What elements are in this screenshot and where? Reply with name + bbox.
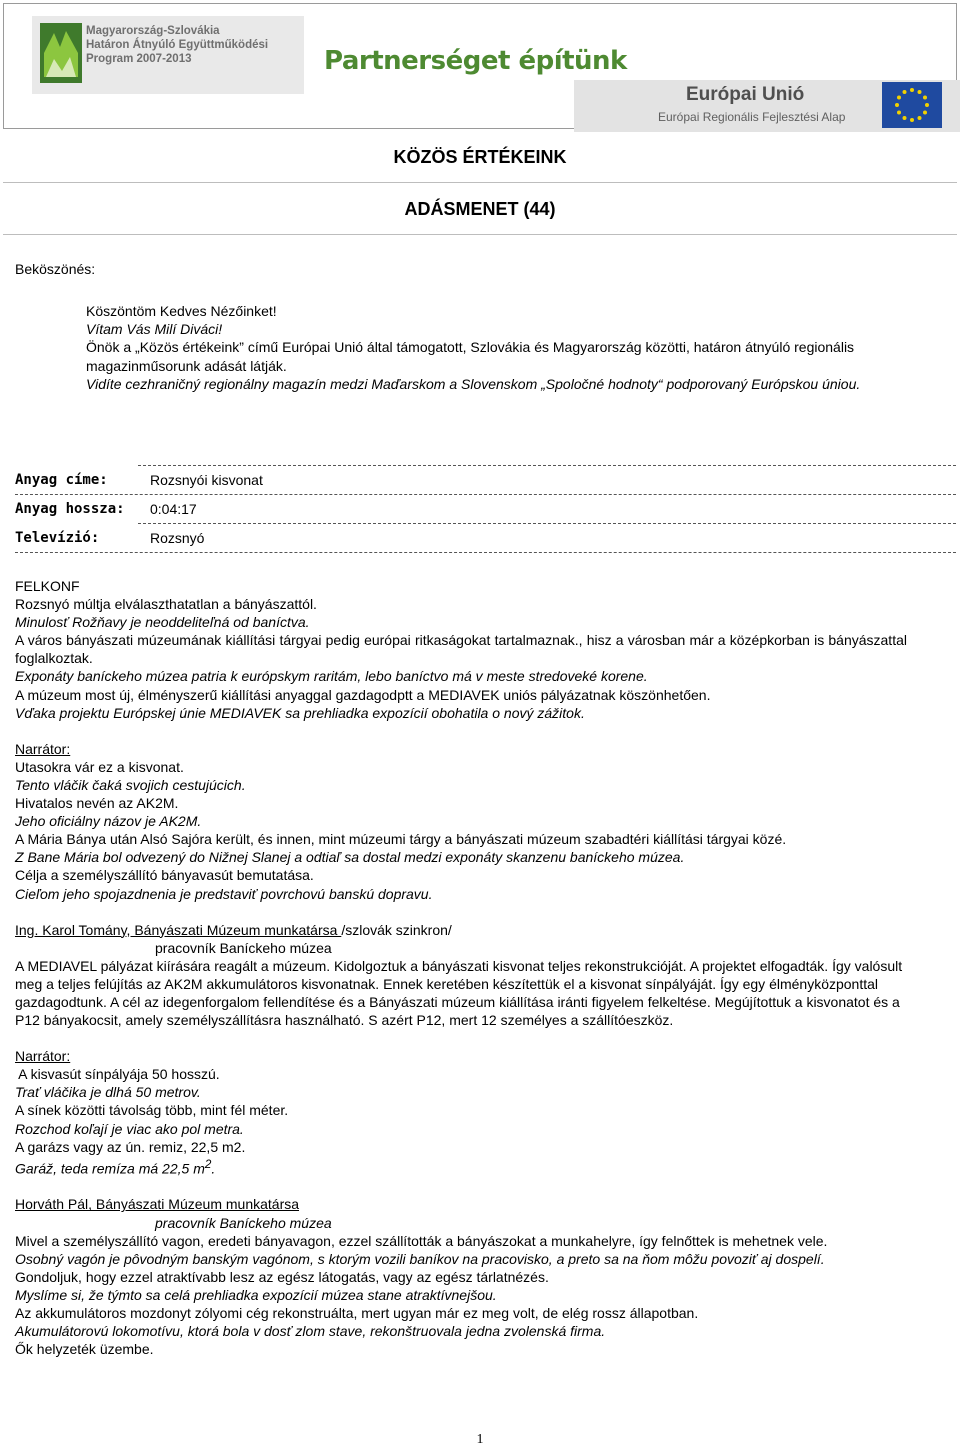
slogan: Partnerséget építünk	[324, 46, 627, 76]
speaker-2-role: pracovník Baníckeho múzea	[155, 1214, 332, 1231]
meta-tv-value: Rozsnyó	[150, 530, 205, 546]
meta-title-row	[15, 466, 956, 495]
meta-tv-row	[15, 524, 956, 553]
meta-title-value: Rozsnyói kisvonat	[150, 472, 263, 488]
dashed-rule	[15, 552, 956, 553]
speaker-1: Ing. Karol Tomány, Bányászati Múzeum munkatársa /szlovák szinkron/	[15, 921, 452, 938]
meta-tv-label: Televízió:	[15, 530, 100, 546]
narrator-label: Narrátor:	[15, 740, 71, 757]
page-number: 1	[476, 1432, 484, 1447]
program-logo	[32, 16, 304, 94]
meta-title-label: Anyag címe:	[15, 472, 108, 488]
speaker-1-role: pracovník Baníckeho múzea	[155, 939, 332, 956]
eu-subtitle: Európai Regionális Fejlesztési Alap	[658, 110, 846, 124]
greeting-block: Köszöntöm Kedves Nézőinket! Vítam Vás Milí Diváci! Önök a „Közös értékeink” című Európai Unió által támogatott, Szlovákia és Magyarország közötti, határon átnyúló regionális magazinműsorunk adását látják. Vidíte cezhraničný regionálny magazín medzi Maďarskom a Slovenskom „Spoločné hodnoty“ podporovaný Európskou úniou.	[86, 303, 861, 392]
document-title: KÖZÖS ÉRTÉKEINK	[393, 147, 567, 167]
program-name: Magyarország-Szlovákia Határon Átnyúló Együttműködési Program 2007-2013	[86, 25, 269, 65]
meta-length-label: Anyag hossza:	[15, 501, 125, 517]
document-subtitle: ADÁSMENET (44)	[404, 199, 556, 219]
script-body: FELKONF Rozsnyó múltja elválaszthatatlan a bányászattól. Minulosť Rožňavy je neoddeliteľná od baníctva. A város bányászati múzeumának kiállítási tárgyai pedig európai ritkaságokat tartalmaznak., hisz a városban már a középkorban is bányászattal foglalkoztak. Exponáty baníckeho múzea patria k európskym raritám, lebo baníctvo má v meste stredoveké korene. A múzeum most új, élményszerű kiállítási anyaggal gazdagodptt a MEDIAVEK uniós pályázatnak köszönhetően. Vďaka projektu Európskej únie MEDIAVEK sa prehliadka expozícií obohatila o nový zážitok. Narrátor: Utasokra vár ez a kisvonat. Tento vláčik čaká svojich cestujúcich. Hivatalos nevén az AK2M. Jeho oficiálny názov je AK2M. A Mária Bánya után Alsó Sajóra került, és innen, mint múzeumi tárgy a bányászati múzeum szabadtéri kiállítási tárgyai közé. Z Bane Mária bol odvezený do Nižnej Slanej a odtiaľ sa dostal medzi exponáty skanzenu baníckeho múzea. Célja a személyszállító bányavasút bemutatása. Cieľom jeho spojazdnenia je predstaviť povrchovú banskú dopravu. Ing. Karol Tomány, Bányászati Múzeum munkatársa /szlovák szinkron/ pracovník Baníckeho múzea A MEDIAVEL pályázat kiírására reagált a múzeum. Kidolgoztuk a bányászati kisvonat teljes rekonstrukcióját. A projektet elfogadták. Így valósult meg a teljes felújítás az AK2M akkumulátoros kisvonatnak. Ennek keretében készítettük el a kisvonat sínpályáját. Így egy élményközponttal gazdagodtunk. A cél az idegenforgalom fellendítése és a Bányászati múzeum kiállítása iránti figyelem felkeltése. Megújítottuk a kisvonatot és a P12 bányakocsit, amely személyszállításra használható. S azért P12, mert 12 személyes a szállítóeszköz. Narrátor: A kisvasút sínpályája 50 hosszú. Trať vláčika je dlhá 50 metrov. A sínek közötti távolság több, mint fél méter. Rozchod koľají je viac ako pol metra. A garázs vagy az ún. remiz, 22,5 m2. Garáž, teda remíza má 22,5 $m^2$. Horváth Pál, Bányászati Múzeum munkatársa pracovník Baníckeho múzea Mivel a személyszállító vagon, eredeti bányavagon, ezzel szállították a bányászokat a munkahelyre, így felnőttek is mehetnek vele. Osobný vagón je pôvodným banským vagónom, s ktorým vozili baníkov na pracovisko, a preto sa na ňom môžu povoziť aj dospelí. Gondoljuk, hogy ezzel atraktívabb lesz az egész látogatás, vagy az egész tárlatnézés. Myslíme si, že týmto sa celá prehliadka expozícií múzea stane atraktívnejšou. Az akkumulátoros mozdonyt zólyomi cég rekonstruálta, mert ugyan már ez meg volt, de elég rossz állapotban. Akumulátorovú lokomotívu, ktorá bola v dosť zlom stave, rekonštruovala jedna zvolenská firma. Ők helyzeték üzembe.	[15, 578, 907, 1358]
eu-flag-icon	[882, 82, 942, 128]
header-banner	[3, 3, 957, 129]
narrator-label: Narrátor:	[15, 1048, 71, 1065]
meta-length-row	[15, 495, 956, 524]
greeting-label: Beköszönés:	[15, 261, 96, 277]
meta-length-value: 0:04:17	[150, 501, 197, 517]
felkonf-label: FELKONF	[15, 578, 80, 594]
program-logo-icon	[40, 23, 82, 83]
eu-title: Európai Unió	[686, 84, 805, 105]
speaker-1-text: A MEDIAVEL pályázat kiírására reagált a múzeum. Kidolgoztuk a bányászati kisvonat teljes rekonstrukcióját. A projektet elfogadták. Így valósult meg a teljes felújítás az AK2M akkumulátoros kisvonatnak. Ennek keretében készítettük el a kisvonat sínpályáját. Így egy élményközponttal gazdagodtunk. A cél az idegenforgalom fellendítése és a Bányászati múzeum kiállítása iránti figyelem felkeltése. Megújítottuk a kisvonatot és a P12 bányakocsit, amely személyszállításra használható. S azért P12, mert 12 személyes a szállítóeszköz.	[15, 957, 903, 1029]
divider	[3, 234, 957, 235]
divider	[3, 182, 957, 183]
speaker-2: Horváth Pál, Bányászati Múzeum munkatársa	[15, 1196, 300, 1213]
eu-logo	[574, 80, 960, 132]
